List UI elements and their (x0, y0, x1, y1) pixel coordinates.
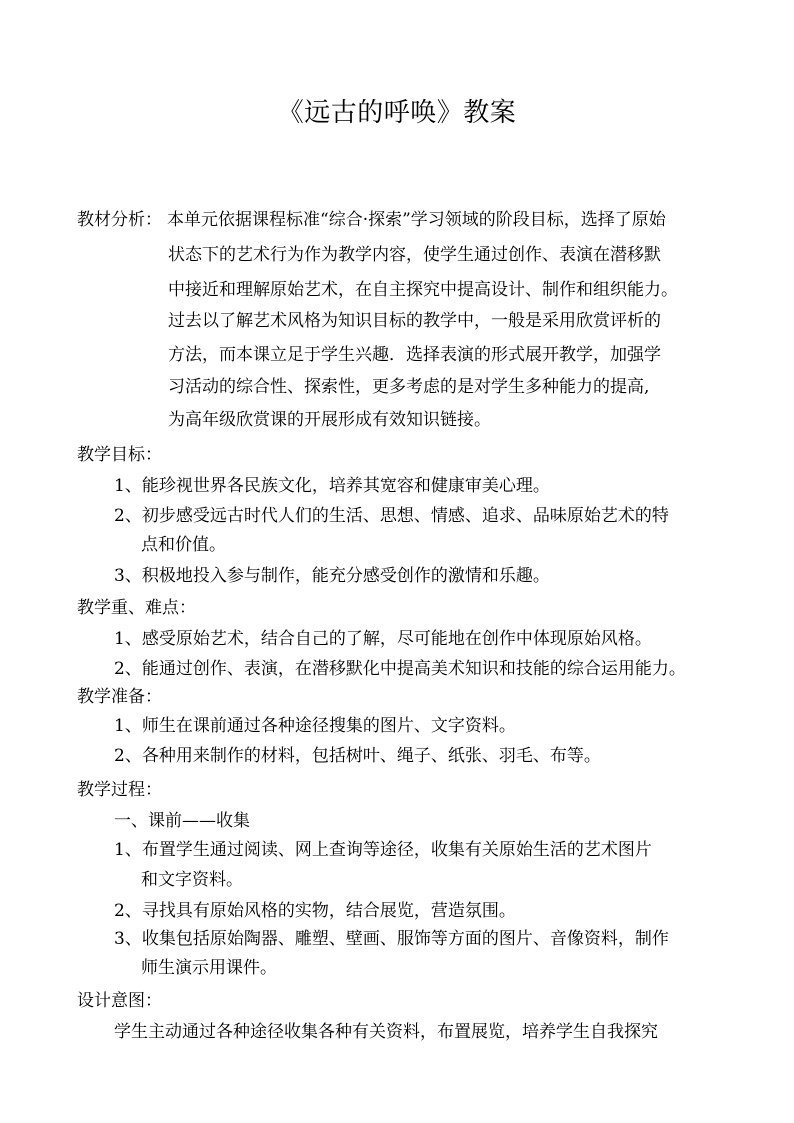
goal-item-2-cont: 点和价值。 (141, 535, 226, 555)
process-item-1: 1、布置学生通过阅读、网上查询等途径，收集有关原始生活的艺术图片 (114, 840, 652, 860)
analysis-line-3: 中接近和理解原始艺术，在自主探究中提高设计、制作和组织能力。 (168, 280, 678, 300)
goal-item-3: 3、积极地投入参与制作，能充分感受创作的激情和乐趣。 (114, 566, 550, 586)
design-text: 学生主动通过各种途径收集各种有关资料，布置展览，培养学生自我探究 (114, 1022, 658, 1042)
process-item-1-cont: 和文字资料。 (141, 870, 243, 890)
goal-item-1: 1、能珍视世界各民族文化，培养其宽容和健康审美心理。 (114, 476, 550, 496)
prep-item-1: 1、师生在课前通过各种途径搜集的图片、文字资料。 (114, 716, 516, 736)
analysis-line-1: 本单元依据课程标准“综合·探索”学习领域的阶段目标，选择了原始 (167, 210, 666, 230)
page-title: 《远古的呼唤》教案 (277, 98, 517, 128)
process-heading: 教学过程： (77, 780, 162, 800)
design-heading: 设计意图： (77, 991, 162, 1011)
analysis-label: 教材分析： (77, 210, 162, 230)
goal-item-2: 2、初步感受远古时代人们的生活、思想、情感、追求、品味原始艺术的特 (114, 506, 669, 526)
analysis-line-2: 状态下的艺术行为作为教学内容，使学生通过创作、表演在潜移默 (168, 245, 661, 265)
process-item-2: 2、寻找具有原始风格的实物，结合展览，营造氛围。 (114, 901, 516, 921)
prep-item-2: 2、各种用来制作的材料，包括树叶、绳子、纸张、羽毛、布等。 (114, 746, 601, 766)
process-item-3-cont: 师生演示用课件。 (141, 958, 277, 978)
analysis-line-5: 方法，而本课立足于学生兴趣．选择表演的形式展开教学，加强学 (168, 345, 661, 365)
analysis-line-6: 习活动的综合性、探索性，更多考虑的是对学生多种能力的提高, (168, 377, 650, 397)
process-subheading: 一、课前——收集 (114, 811, 250, 831)
keypoint-item-2: 2、能通过创作、表演，在潜移默化中提高美术知识和技能的综合运用能力。 (114, 659, 686, 679)
analysis-line-4: 过去以了解艺术风格为知识目标的教学中，一般是采用欣赏评析的 (168, 311, 661, 331)
keypoint-item-1: 1、感受原始艺术，结合自己的了解，尽可能地在创作中体现原始风格。 (114, 629, 652, 649)
keypoints-heading: 教学重、难点： (77, 598, 196, 618)
prep-heading: 教学准备： (77, 687, 162, 707)
process-item-3: 3、收集包括原始陶器、雕塑、壁画、服饰等方面的图片、音像资料，制作 (114, 929, 669, 949)
analysis-line-7: 为高年级欣赏课的开展形成有效知识链接。 (168, 410, 491, 430)
goals-heading: 教学目标： (77, 445, 162, 465)
